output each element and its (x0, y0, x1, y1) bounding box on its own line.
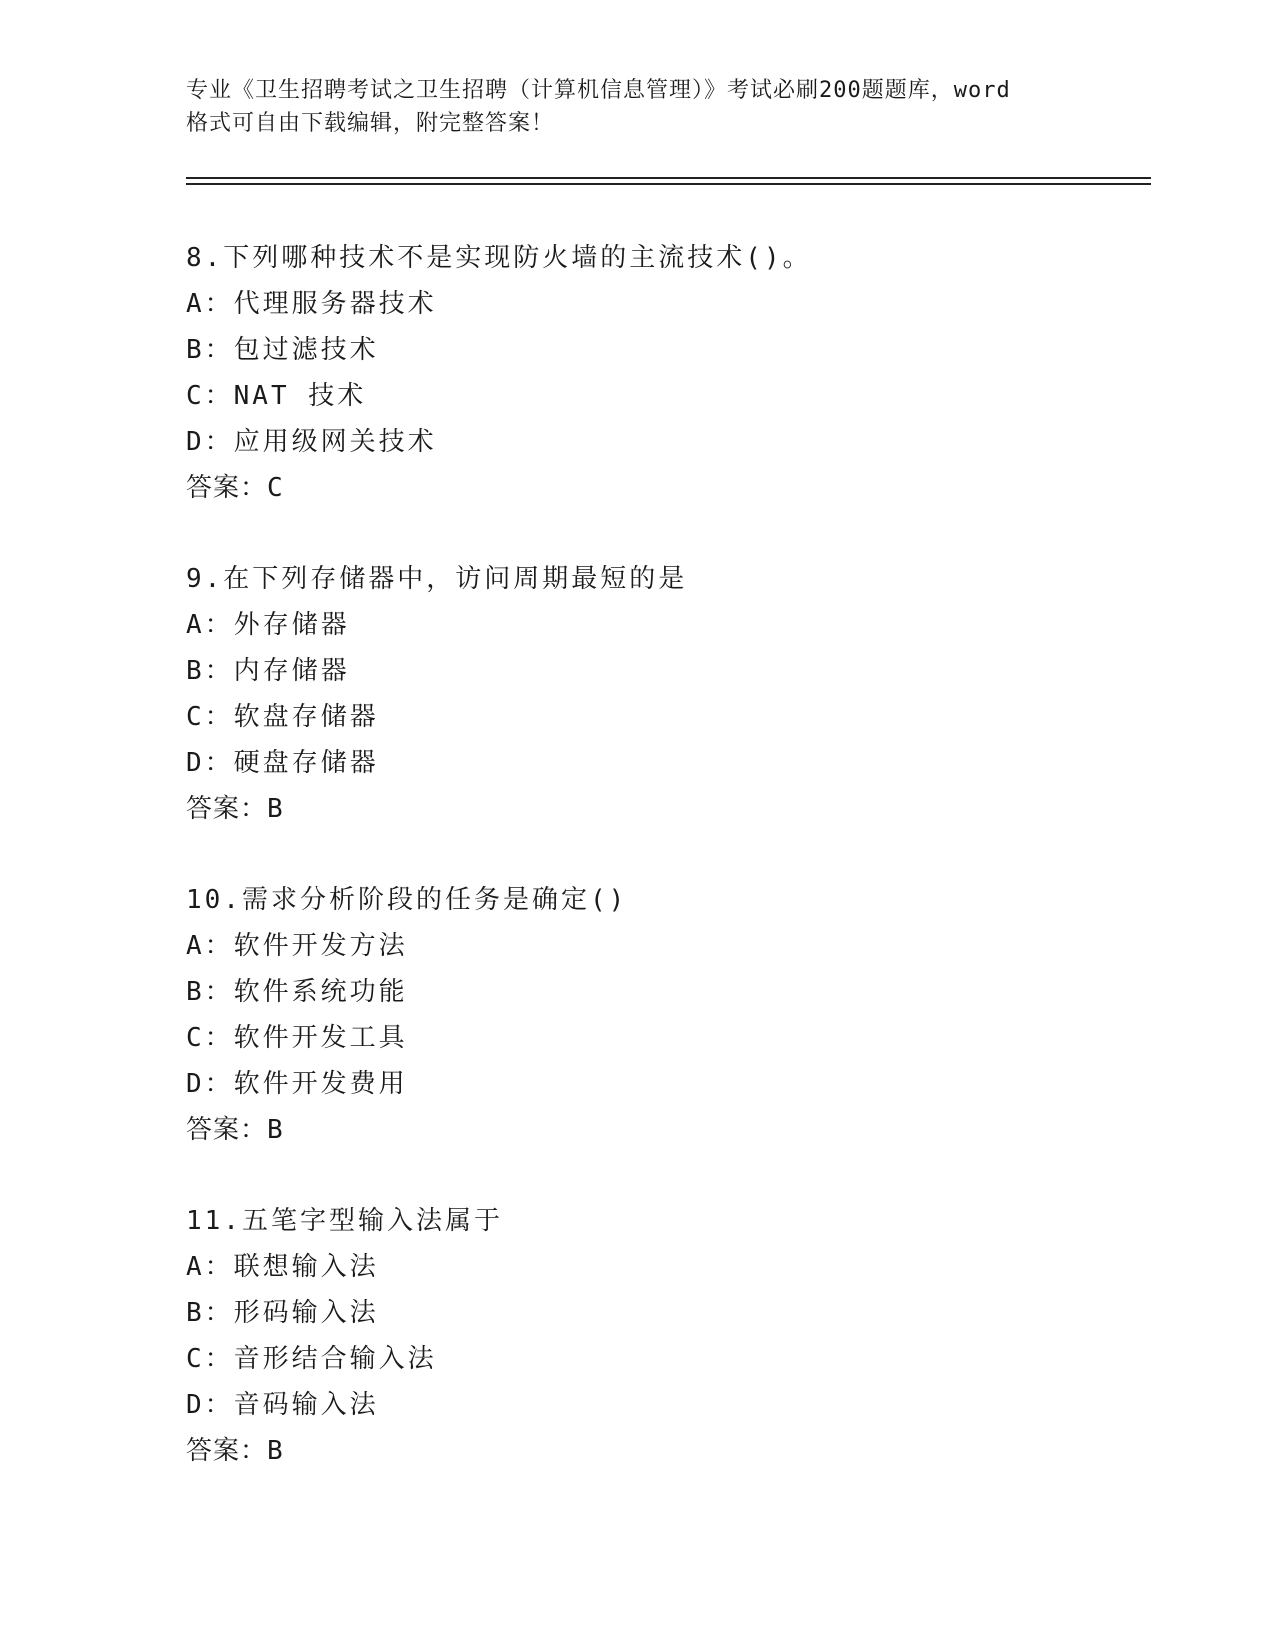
answer-label: 答案： (186, 1436, 268, 1466)
option-d: D：软件开发费用 (186, 1069, 408, 1099)
answer-label: 答案： (186, 1115, 268, 1145)
question-item (186, 877, 1146, 1198)
question-stem: 10.需求分析阶段的任务是确定() (186, 885, 628, 915)
question-item (186, 235, 1146, 556)
answer-value: B (267, 1115, 284, 1145)
answer-line (186, 1428, 1146, 1474)
answer-value: B (267, 1436, 284, 1466)
option-c: C：音形结合输入法 (186, 1344, 437, 1374)
option-d: D：应用级网关技术 (186, 427, 437, 457)
option-b: B：形码输入法 (186, 1298, 379, 1328)
question-stem: 9.在下列存储器中，访问周期最短的是 (186, 564, 688, 594)
option-a: A：联想输入法 (186, 1252, 379, 1282)
option-b: B：内存储器 (186, 656, 350, 686)
answer-line (186, 465, 1146, 511)
answer-label: 答案： (186, 794, 268, 824)
question-stem: 8.下列哪种技术不是实现防火墙的主流技术()。 (186, 243, 812, 273)
option-c: C：NAT 技术 (186, 381, 367, 411)
option-c: C：软盘存储器 (186, 702, 379, 732)
option-a: A：软件开发方法 (186, 931, 408, 961)
question-stem: 11.五笔字型输入法属于 (186, 1206, 503, 1236)
answer-label: 答案： (186, 473, 268, 503)
option-b: B：包过滤技术 (186, 335, 379, 365)
header-divider-bottom (186, 183, 1151, 185)
header-line-1: 专业《卫生招聘考试之卫生招聘（计算机信息管理）》考试必刷200题题库，word (186, 78, 1011, 103)
answer-value: B (267, 794, 284, 824)
option-d: D：音码输入法 (186, 1390, 379, 1420)
question-item (186, 1198, 1146, 1519)
question-list (186, 235, 1146, 1519)
answer-line (186, 1107, 1146, 1153)
answer-value: C (267, 473, 284, 503)
header-line-2: 格式可自由下载编辑，附完整答案！ (186, 111, 555, 136)
question-item (186, 556, 1146, 877)
option-a: A：代理服务器技术 (186, 289, 437, 319)
option-a: A：外存储器 (186, 610, 350, 640)
option-b: B：软件系统功能 (186, 977, 408, 1007)
answer-line (186, 786, 1146, 832)
header-divider-top (186, 177, 1151, 179)
option-d: D：硬盘存储器 (186, 748, 379, 778)
option-c: C：软件开发工具 (186, 1023, 408, 1053)
document-header (186, 74, 1086, 140)
